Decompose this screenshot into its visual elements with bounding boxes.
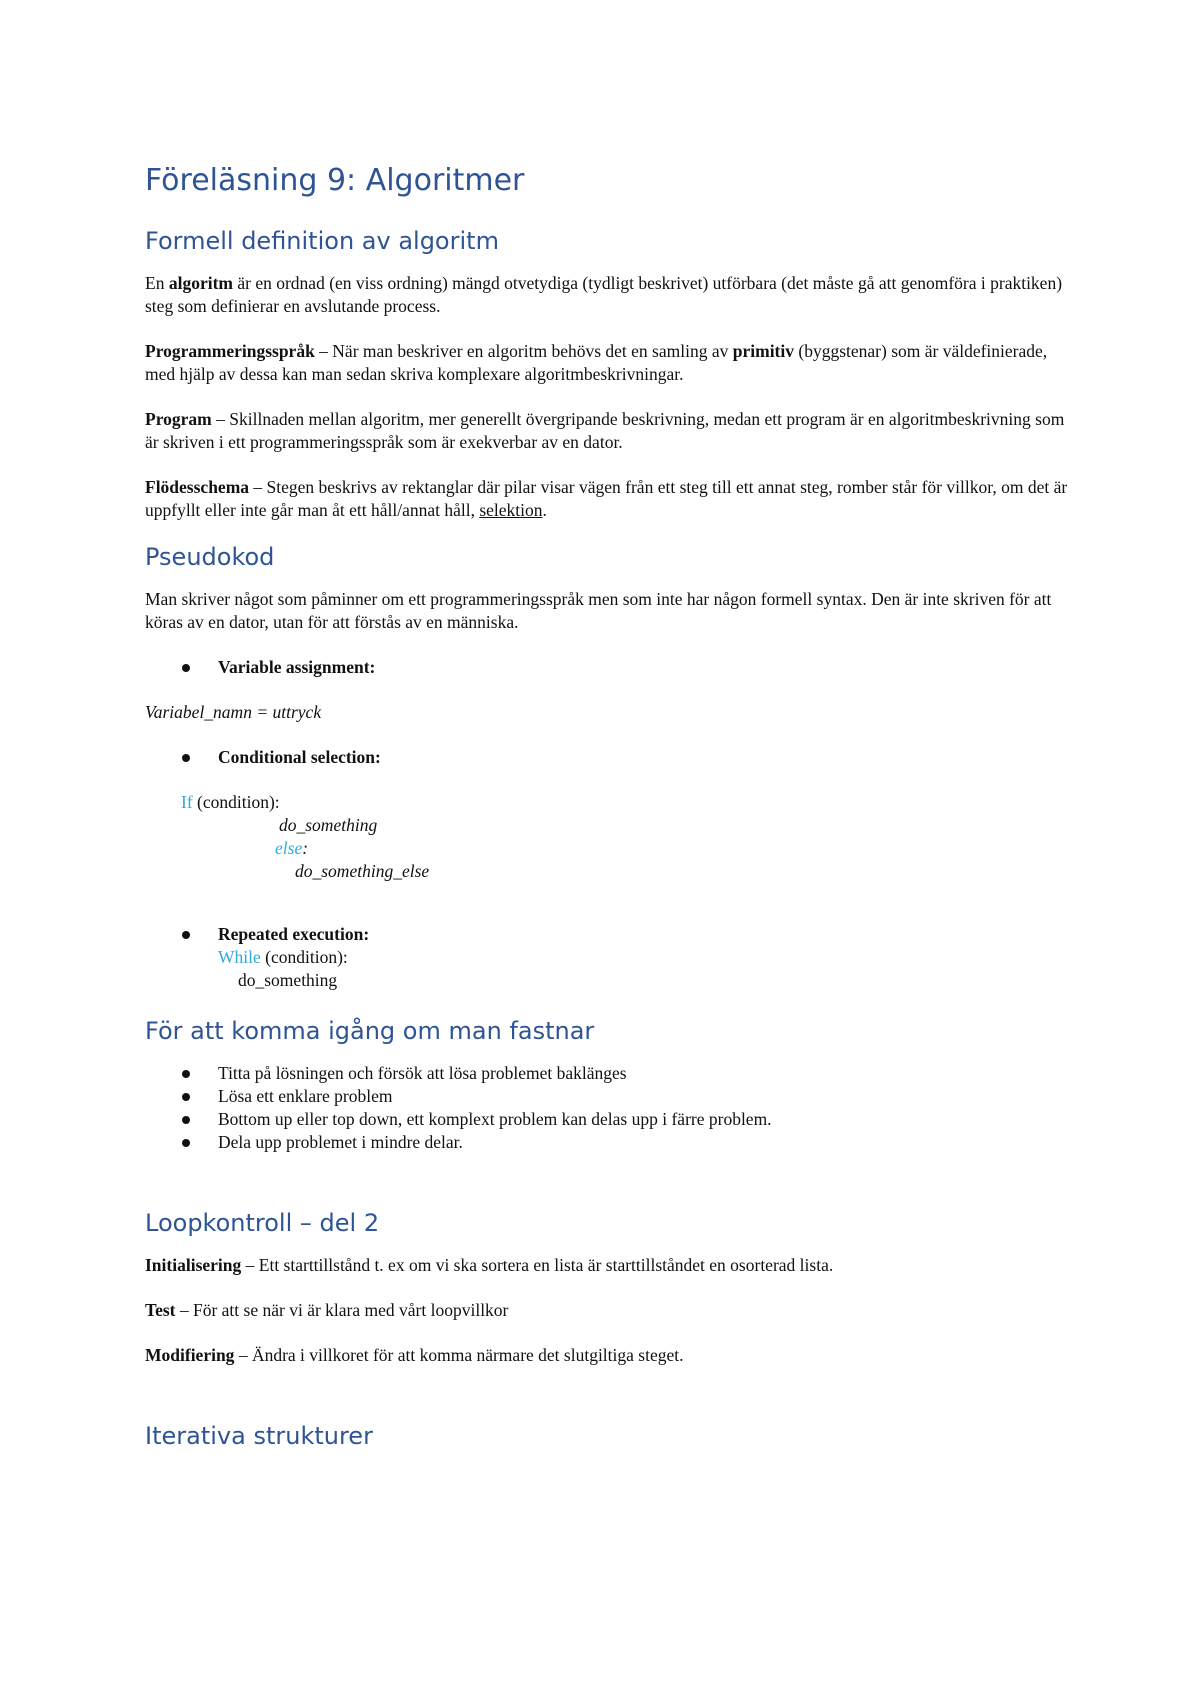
bullet-list-tips (145, 1062, 1070, 1154)
list-item: Repeated execution: While (condition): do_something (145, 923, 1070, 992)
heading-pseudokod: Pseudokod (145, 543, 275, 571)
paragraph-algoritm: En algoritm är en ordnad (en viss ordning) mängd otvetydiga (tydligt beskrivet) utförbara (det måste gå att genomföra i praktiken) steg som definierar en avslutande process. (145, 273, 1063, 316)
list-item: Bottom up eller top down, ett komplext problem kan delas upp i färre problem. (145, 1108, 1070, 1131)
paragraph-pseudokod-intro: Man skriver något som påminner om ett programmeringsspråk men som inte har någon formell syntax. Den är inte skriven för att köras av en dator, utan för att förstås av en människa. (145, 589, 1052, 632)
list-item: Lösa ett enklare problem (145, 1085, 1070, 1108)
paragraph-modifiering: Modifiering – Ändra i villkoret för att komma närmare det slutgiltiga steget. (145, 1345, 684, 1365)
paragraph-initialisering: Initialisering – Ett starttillstånd t. ex om vi ska sortera en lista är starttillståndet en osorterad lista. (145, 1255, 834, 1275)
code-assignment: Variabel_namn = uttryck (145, 702, 322, 722)
paragraph-test: Test – För att se när vi är klara med vårt loopvillkor (145, 1300, 509, 1320)
document-title: Föreläsning 9: Algoritmer (145, 163, 525, 198)
keyword-else: else (275, 838, 303, 858)
keyword-if: If (181, 792, 193, 812)
paragraph-program: Program – Skillnaden mellan algoritm, mer generellt övergripande beskrivning, medan ett program är en algoritmbeskrivning som är skriven i ett programmeringsspråk som är exekverbar av en dator. (145, 409, 1065, 452)
list-item: Dela upp problemet i mindre delar. (145, 1131, 1070, 1154)
code-conditional: If (condition): do_something else: do_something_else (181, 792, 430, 881)
bullet-list-conditional (145, 746, 1070, 769)
paragraph-programmeringssprak: Programmeringsspråk – När man beskriver en algoritm behövs det en samling av primitiv (byggstenar) som är väldefinierade, med hjälp av dessa kan man sedan skriva komplexare algoritmbeskrivningar. (145, 341, 1048, 384)
heading-iterativa-strukturer: Iterativa strukturer (145, 1422, 373, 1450)
list-item: Titta på lösningen och försök att lösa problemet baklänges (145, 1062, 1070, 1085)
heading-komma-igang: För att komma igång om man fastnar (145, 1017, 595, 1045)
bullet-list-repeated (145, 923, 1070, 992)
selektion-link: selektion (479, 500, 543, 520)
bullet-list-variable (145, 656, 1070, 679)
list-item: Conditional selection: (145, 746, 1070, 769)
paragraph-flodesschema: Flödesschema – Stegen beskrivs av rektanglar där pilar visar vägen från ett steg till ett annat steg, romber står för villkor, om det är uppfyllt eller inte går man åt ett håll/annat håll, selektion. (145, 477, 1068, 520)
heading-loopkontroll: Loopkontroll – del 2 (145, 1209, 380, 1237)
list-item: Variable assignment: (145, 656, 1070, 679)
keyword-while: While (218, 947, 261, 967)
heading-formell-definition: Formell definition av algoritm (145, 227, 499, 255)
